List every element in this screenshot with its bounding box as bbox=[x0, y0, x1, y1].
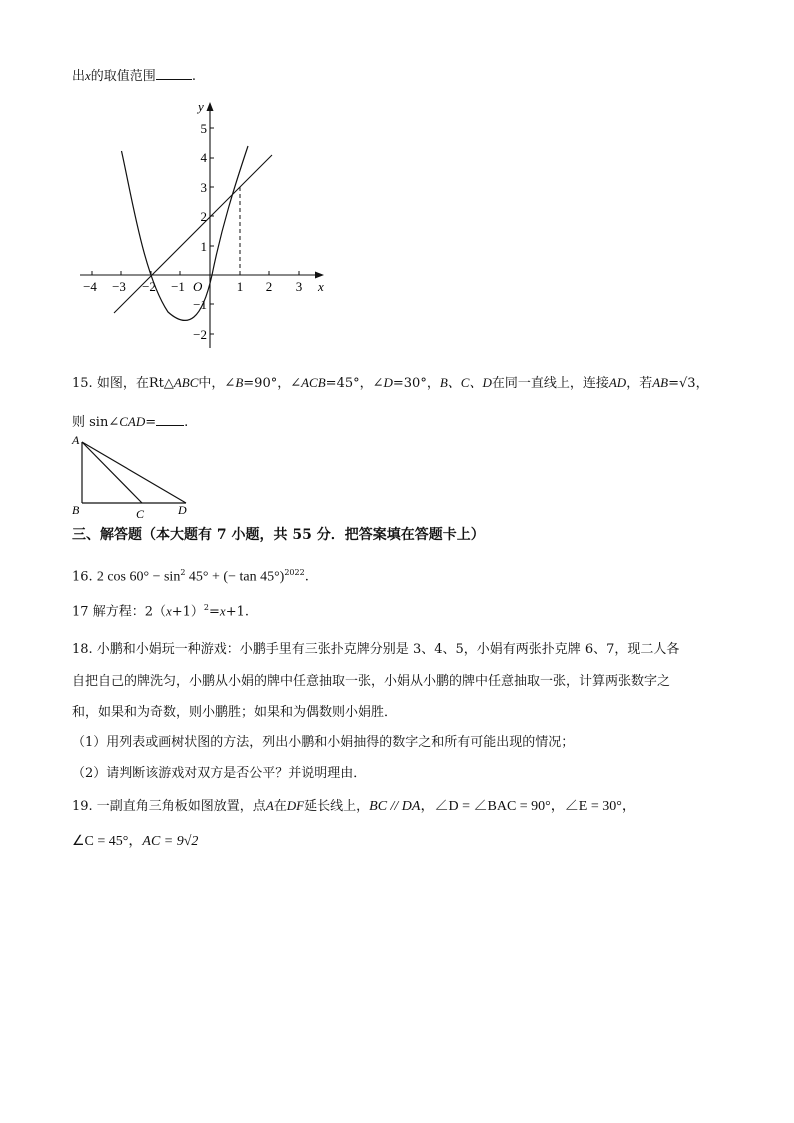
origin-label: O bbox=[193, 279, 203, 294]
y-tick-label: 3 bbox=[200, 180, 207, 195]
triangle-figure bbox=[70, 432, 200, 520]
question-18-line2: 自把自己的牌洗匀，小鹏从小娟的牌中任意抽取一张，小娟从小鹏的牌中任意抽取一张，计算两张数字之 bbox=[72, 674, 671, 689]
question-15-line2: 则 sin∠CAD= . bbox=[72, 414, 189, 430]
question-19-line2: ∠C = 45°，AC = 9√2 bbox=[72, 834, 199, 849]
question-18-sub1: （1）用列表或画树状图的方法，列出小鹏和小娟抽得的数字之和所有可能出现的情况； bbox=[72, 735, 575, 750]
answer-blank bbox=[156, 79, 192, 80]
y-tick-label: 5 bbox=[200, 121, 207, 136]
x-tick-label: −4 bbox=[83, 279, 97, 294]
q14-tail: 出x的取值范围 . bbox=[72, 68, 196, 84]
x-tick-label: −1 bbox=[171, 279, 185, 294]
x-axis-arrow bbox=[315, 272, 324, 279]
x-tick-label: 1 bbox=[236, 279, 244, 294]
y-tick-label: 1 bbox=[200, 239, 207, 254]
question-19-line1: 19. 一副直角三角板如图放置，点A在DF延长线上，BC // DA，∠D = ∠BAC = 90°，∠E = 30°， bbox=[72, 798, 636, 814]
question-18-sub2: （2）请判断该游戏对双方是否公平？并说明理由． bbox=[72, 766, 367, 781]
y-axis-label: y bbox=[198, 99, 204, 114]
y-tick-label: −2 bbox=[193, 327, 207, 342]
y-tick-label: 2 bbox=[200, 209, 207, 224]
y-axis-arrow bbox=[207, 102, 214, 111]
y-tick-label: 4 bbox=[200, 150, 207, 165]
section-heading: 三、解答题（本大题有 7 小题，共 55 分．把答案填在答题卡上） bbox=[72, 527, 485, 543]
question-18-line3: 和，如果和为奇数，则小鹏胜；如果和为偶数则小娟胜． bbox=[72, 705, 398, 720]
question-16: 16. 2 $\cos 60^\circ - \sin^2 45^\circ$ + (− tan 45°)$^{2022}$. bbox=[72, 568, 309, 585]
question-17: 17 解方程：$2(x+1)^2=x+1$. bbox=[72, 603, 249, 620]
x-tick-label: 2 bbox=[265, 279, 273, 294]
x-tick-label: −3 bbox=[112, 279, 126, 294]
x-tick-label: 3 bbox=[295, 279, 303, 294]
parabola-curve bbox=[122, 146, 249, 320]
vertex-label-a: A bbox=[72, 433, 80, 447]
vertex-label-d: D bbox=[178, 503, 187, 517]
answer-blank bbox=[156, 425, 184, 426]
vertex-label-b: B bbox=[72, 503, 80, 517]
vertex-label-c: C bbox=[136, 507, 145, 520]
question-15: 15. 如图，在Rt△ABC中，∠B=90°，∠ACB=45°，∠D=30°，B、C、D在同一直线上，连接AD，若AB=√3， bbox=[72, 375, 709, 391]
question-18-line1: 18. 小鹏和小娟玩一种游戏：小鹏手里有三张扑克牌分别是 3、4、5，小娟有两张扑克牌 6、7，现二人各 bbox=[72, 642, 680, 657]
y-tick-label: −1 bbox=[193, 297, 207, 312]
function-graph bbox=[72, 98, 340, 358]
x-axis-label: x bbox=[318, 279, 324, 294]
x-tick-label: −2 bbox=[142, 279, 156, 294]
